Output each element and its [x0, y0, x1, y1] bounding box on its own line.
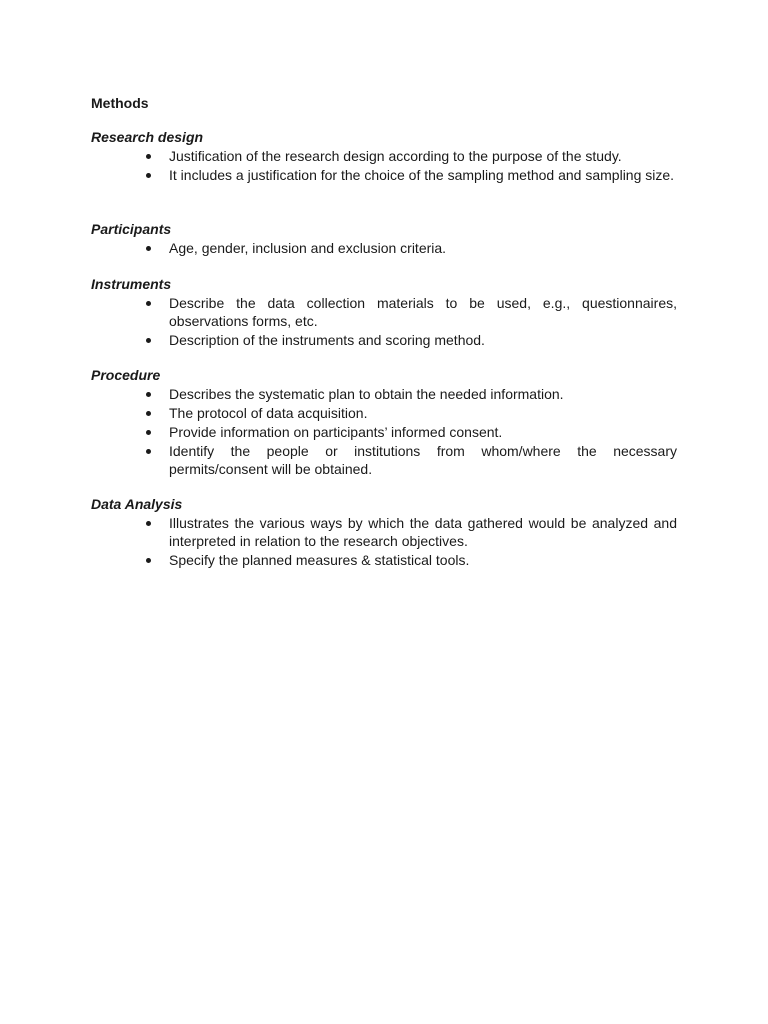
page-title: Methods	[91, 95, 149, 111]
section-heading: Instruments	[91, 276, 172, 292]
bullet-icon	[146, 173, 151, 178]
list-item	[91, 423, 677, 441]
list-item-text: It includes a justification for the choice of the sampling method and sampling size.	[169, 167, 675, 183]
section-heading: Participants	[91, 221, 172, 237]
bullet-list	[91, 385, 677, 478]
bullet-icon	[146, 558, 151, 563]
section-instruments	[91, 275, 677, 349]
bullet-icon	[146, 154, 151, 159]
section-heading: Data Analysis	[91, 496, 183, 512]
list-item	[91, 514, 677, 550]
list-item-text: Specify the planned measures & statistical tools.	[169, 552, 470, 568]
list-item	[91, 385, 677, 403]
bullet-icon	[146, 521, 151, 526]
list-item	[91, 442, 677, 478]
section-heading: Procedure	[91, 367, 161, 383]
list-item-text: The protocol of data acquisition.	[169, 405, 368, 421]
bullet-list	[91, 294, 677, 349]
bullet-icon	[146, 392, 151, 397]
bullet-list	[91, 147, 677, 184]
list-item	[91, 404, 677, 422]
bullet-icon	[146, 411, 151, 416]
bullet-list	[91, 239, 677, 257]
list-item	[91, 147, 677, 165]
list-item-text: Age, gender, inclusion and exclusion criteria.	[169, 240, 447, 256]
list-item-text: Identify the people or institutions from whom/where the necessary permits/consent will be obtained.	[169, 443, 677, 477]
bullet-icon	[146, 338, 151, 343]
bullet-list	[91, 514, 677, 569]
bullet-icon	[146, 430, 151, 435]
bullet-icon	[146, 449, 151, 454]
list-item-text: Describes the systematic plan to obtain the needed information.	[169, 386, 564, 402]
list-item	[91, 294, 677, 330]
list-item-text: Illustrates the various ways by which the data gathered would be analyzed and interpreted in relation to the research objectives.	[169, 515, 677, 549]
section-participants	[91, 220, 677, 257]
section-data-analysis	[91, 495, 677, 569]
bullet-icon	[146, 246, 151, 251]
section-heading: Research design	[91, 129, 204, 145]
list-item-text: Justification of the research design according to the purpose of the study.	[169, 148, 622, 164]
list-item-text: Description of the instruments and scoring method.	[169, 332, 485, 348]
section-research-design	[91, 128, 677, 184]
list-item-text: Describe the data collection materials to be used, e.g., questionnaires, observations forms, etc.	[169, 295, 677, 329]
list-item	[91, 551, 677, 569]
list-item	[91, 331, 677, 349]
bullet-icon	[146, 301, 151, 306]
list-item	[91, 239, 677, 257]
list-item	[91, 166, 677, 184]
section-procedure	[91, 366, 677, 478]
list-item-text: Provide information on participants’ informed consent.	[169, 424, 503, 440]
